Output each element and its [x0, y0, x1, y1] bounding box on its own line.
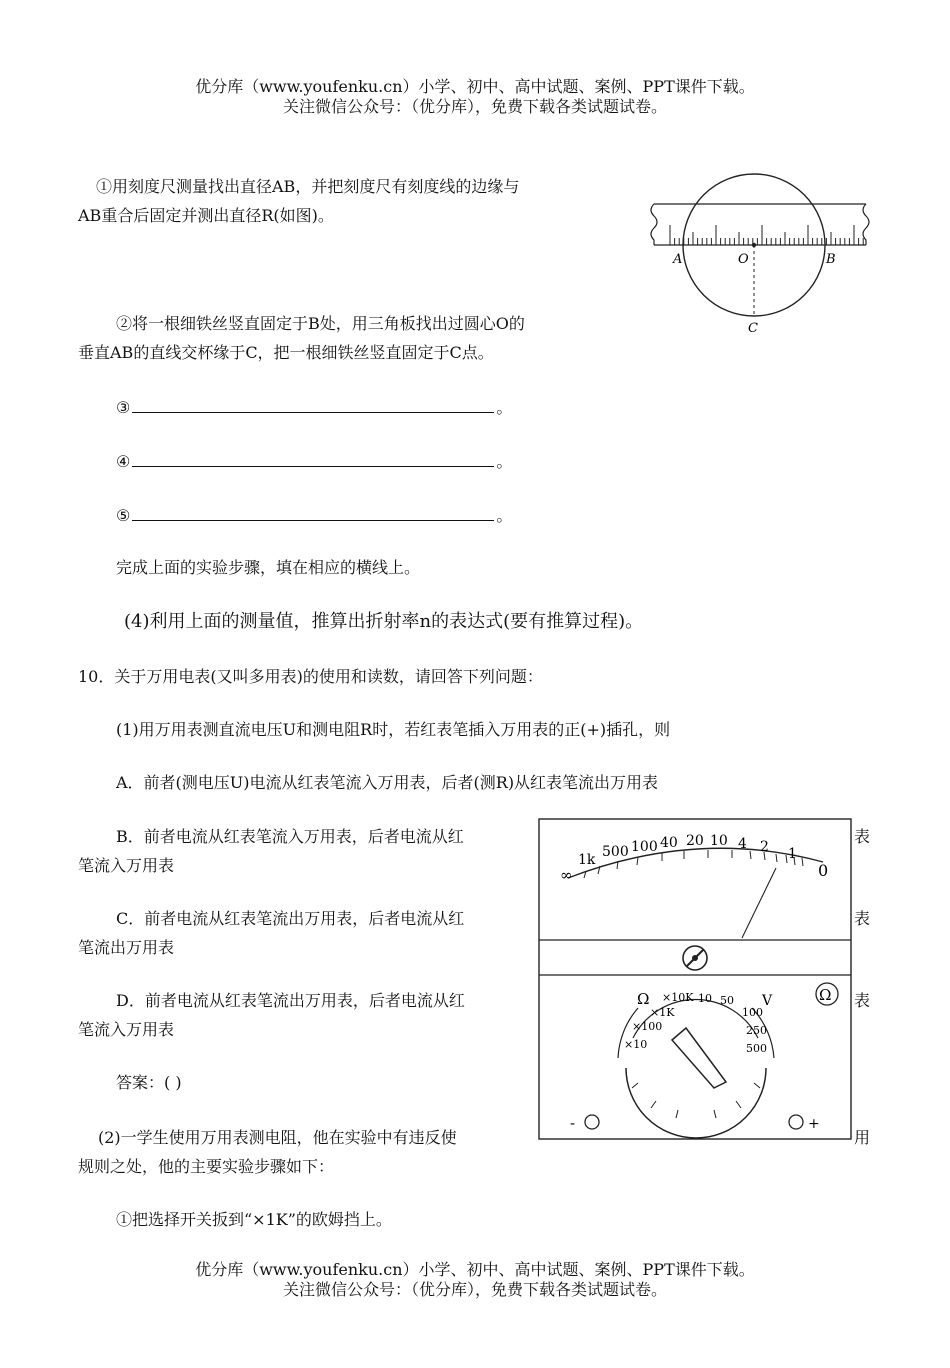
range-x10k: ×10K [662, 991, 694, 1004]
header-line-2: 关注微信公众号：（优分库），免费下载各类试题试卷。 [282, 97, 667, 116]
q10-option-d-line1: D．前者电流从红表笔流出万用表，后者电流从红 [116, 991, 465, 1010]
range-v500: 500 [746, 1042, 767, 1055]
range-x100: ×100 [632, 1020, 663, 1033]
scale-label-1k: 1k [578, 852, 596, 868]
footer-line-1: 优分库（www.youfenku.cn）小学、初中、高中试题、案例、PPT课件下载。 [195, 1260, 755, 1279]
scale-label-100: 100 [631, 839, 658, 855]
label-a: A [673, 252, 683, 267]
q9-step5 [116, 504, 512, 527]
scale-label-20: 20 [686, 833, 704, 849]
dial-ohm-symbol: Ω [637, 990, 650, 1008]
range-v250: 250 [746, 1024, 767, 1037]
q10-option-d-line2: 笔流入万用表 [78, 1020, 175, 1039]
scale-label-inf: ∞ [560, 866, 573, 884]
scale-label-500: 500 [602, 844, 629, 860]
q10-title: 10．关于万用电表(又叫多用表)的使用和读数，请回答下列问题： [78, 667, 543, 686]
range-v10: 10 [698, 992, 712, 1005]
minus-jack-label: - [570, 1114, 576, 1132]
q9-step3-label: ③ [116, 398, 131, 417]
multimeter-figure [538, 818, 852, 1140]
label-o: O [738, 252, 749, 267]
q10-option-c-line1: C．前者电流从红表笔流出万用表，后者电流从红 [116, 909, 465, 928]
ohm-button-symbol: Ω [819, 986, 832, 1004]
range-x1k: ×1K [650, 1006, 675, 1019]
q10-step1: ①把选择开关扳到“×1K”的欧姆挡上。 [116, 1210, 392, 1229]
plus-jack-label: + [808, 1116, 820, 1132]
scale-label-0: 0 [818, 861, 829, 880]
q9-instruction: 完成上面的实验步骤，填在相应的横线上。 [116, 558, 421, 577]
q10-option-a: A．前者(测电压U)电流从红表笔流入万用表，后者(测R)从红表笔流出万用表 [116, 773, 659, 792]
range-x10: ×10 [624, 1038, 648, 1051]
q10-part2-line1: (2)一学生使用万用表测电阻，他在实验中有违反使 [98, 1128, 457, 1147]
dial-volt-symbol: V [762, 993, 773, 1009]
q10-option-b-line1: B．前者电流从红表笔流入万用表，后者电流从红 [116, 827, 464, 846]
q10-option-b-tail: 表 [854, 827, 871, 846]
label-c: C [748, 321, 758, 336]
footer-line-2: 关注微信公众号：（优分库），免费下载各类试题试卷。 [282, 1280, 667, 1299]
q9-step3-blank[interactable] [132, 396, 494, 413]
circle-ruler-figure [640, 170, 880, 340]
q9-step1-line1: ①用刻度尺测量找出直径AB，并把刻度尺有刻度线的边缘与 [96, 177, 520, 196]
q9-step2-line1: ②将一根细铁丝竖直固定于B处，用三角板找出过圆心O的 [116, 314, 525, 333]
scale-label-2: 2 [760, 839, 769, 855]
q10-option-c-tail: 表 [854, 909, 871, 928]
q9-step3 [116, 396, 512, 419]
q10-part1: (1)用万用表测直流电压U和测电阻R时，若红表笔插入万用表的正(+)插孔，则 [116, 720, 671, 739]
range-v50: 50 [720, 994, 734, 1007]
scale-label-40: 40 [660, 835, 678, 851]
q10-option-b-line2: 笔流入万用表 [78, 856, 175, 875]
range-v100: 100 [742, 1006, 763, 1019]
q9-step3-period: 。 [496, 398, 513, 417]
scale-label-1: 1 [788, 846, 797, 862]
ruler [651, 204, 869, 245]
q9-step4-blank[interactable] [132, 450, 494, 467]
scale-label-10: 10 [710, 833, 728, 849]
q9-step4-period: 。 [496, 452, 513, 471]
q10-option-d-tail: 表 [854, 991, 871, 1010]
q9-step5-period: 。 [496, 506, 513, 525]
q9-step5-label: ⑤ [116, 506, 131, 525]
header-line-1: 优分库（www.youfenku.cn）小学、初中、高中试题、案例、PPT课件下载。 [195, 77, 755, 96]
label-b: B [826, 252, 836, 267]
q9-part4: (4)利用上面的测量值，推算出折射率n的表达式(要有推算过程)。 [124, 611, 644, 632]
scale-label-4: 4 [738, 836, 747, 852]
q9-step2-line2: 垂直AB的直线交杯缘于C，把一根细铁丝竖直固定于C点。 [78, 343, 494, 362]
q9-step1-line2: AB重合后固定并测出直径R(如图)。 [78, 206, 334, 225]
q9-step5-blank[interactable] [132, 504, 494, 521]
q10-answer: 答案：( ) [116, 1073, 182, 1092]
q9-step4 [116, 450, 512, 473]
q10-part2-tail: 用 [854, 1128, 871, 1147]
q10-option-c-line2: 笔流出万用表 [78, 938, 175, 957]
q9-step4-label: ④ [116, 452, 131, 471]
q10-part2-line2: 规则之处，他的主要实验步骤如下： [78, 1157, 335, 1176]
